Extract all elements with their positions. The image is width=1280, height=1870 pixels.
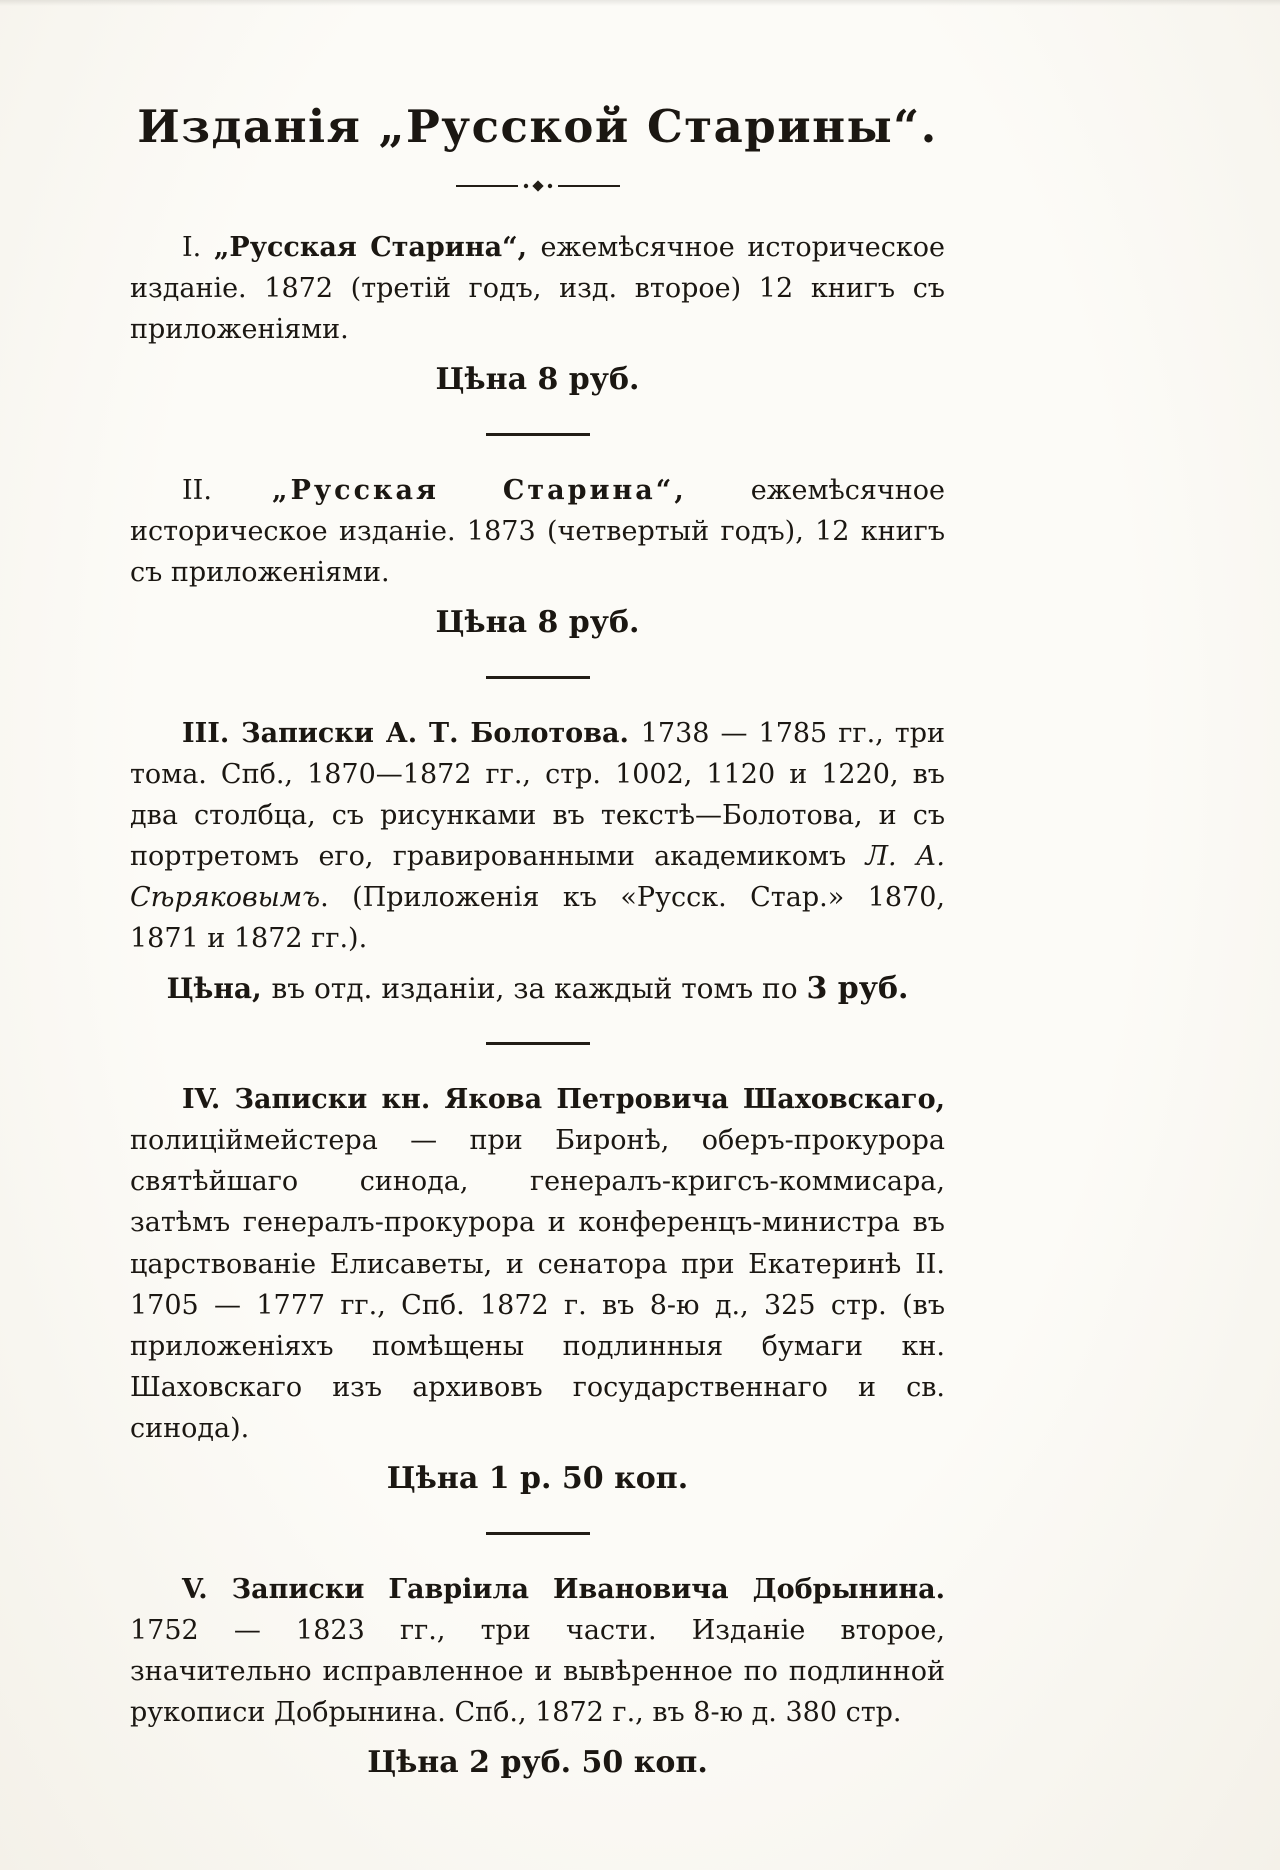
title-ornament xyxy=(130,179,945,193)
page-content xyxy=(130,0,945,1780)
text-run: въ отд. изданіи, за каждый томъ по xyxy=(271,972,807,1006)
entry-V xyxy=(130,1569,945,1780)
entry-text xyxy=(130,713,945,959)
section-divider xyxy=(486,1042,590,1045)
text-run: III. Записки А. Т. Болотова. xyxy=(182,718,641,750)
section-divider xyxy=(486,433,590,436)
text-run: I. xyxy=(182,232,214,263)
price-line xyxy=(130,1461,945,1496)
section-divider xyxy=(486,676,590,679)
text-run: IV. Записки кн. Якова Петровича Шаховскаго, xyxy=(182,1084,945,1116)
entry-IV xyxy=(130,1079,945,1495)
text-run: II. xyxy=(182,475,273,507)
entry-text xyxy=(130,1569,945,1733)
text-run: Цѣна, xyxy=(166,972,272,1006)
price-line xyxy=(130,971,945,1006)
text-run: . (Приложенія къ «Русск. Стар.» 1870, 1871 и 1872 гг.). xyxy=(130,882,945,955)
text-run: 1752 — 1823 гг., три части. Изданіе второе, значительно исправленное и вывѣренное по подлинной рукописи Добрынина. Спб., 1872 г., въ 8-ю д. 380 стр. xyxy=(130,1614,945,1728)
text-run: ежемѣсячное историческое изданіе. 1872 (третій годъ, изд. второе) 12 книгъ съ приложеніями. xyxy=(130,232,945,346)
text-run: ежемѣсячное историческое изданіе. 1873 (четвертый годъ), 12 книгъ съ приложеніями. xyxy=(130,475,946,589)
entry-text xyxy=(130,1079,945,1448)
text-run: Цѣна 8 руб. xyxy=(435,605,640,641)
section-divider xyxy=(486,1532,590,1535)
entry-III xyxy=(130,713,945,1006)
text-run: Цѣна 1 р. 50 коп. xyxy=(386,1460,689,1496)
text-run: полиціймейстера — при Биронѣ, оберъ-прокурора святѣйшаго синода, генералъ-кригсъ-коммисара, затѣмъ генералъ-прокурора и конференцъ-министра въ царствованіе Елисаветы, и сенатора при Екатеринѣ II. 1705 — 1777 гг., Спб. 1872 г. въ 8-ю д., 325 стр. (въ приложеніяхъ помѣщены подлинныя бумаги кн. Шаховскаго изъ архивовъ государственнаго и св. синода). xyxy=(130,1125,945,1444)
entries xyxy=(130,227,945,1780)
entry-I xyxy=(130,227,945,397)
ornament-rule-icon xyxy=(454,179,622,193)
text-run: Л. А. Сѣряковымъ xyxy=(130,841,945,914)
entry-II xyxy=(130,470,945,640)
price-line xyxy=(130,1745,945,1780)
text-run: 1738 — 1785 гг., три тома. Спб., 1870—1872 гг., стр. 1002, 1120 и 1220, въ два столбца, съ рисунками въ текстѣ—Болотова, и съ портретомъ его, гравированными академикомъ xyxy=(130,718,945,873)
text-run: „Русская Старина“, xyxy=(272,475,751,507)
page-title: Изданія „Русской Старины“. xyxy=(137,100,938,153)
price-line xyxy=(130,605,945,640)
text-run: „Русская Старина“, xyxy=(213,232,541,263)
price-line xyxy=(130,362,945,397)
entry-text xyxy=(130,227,945,350)
entry-text xyxy=(130,470,945,593)
text-run: Цѣна 8 руб. xyxy=(435,362,640,398)
text-run: 3 руб. xyxy=(806,971,909,1007)
text-run: V. Записки Гавріила Ивановича Добрынина. xyxy=(182,1573,945,1605)
text-run: Цѣна 2 руб. 50 коп. xyxy=(367,1744,708,1780)
